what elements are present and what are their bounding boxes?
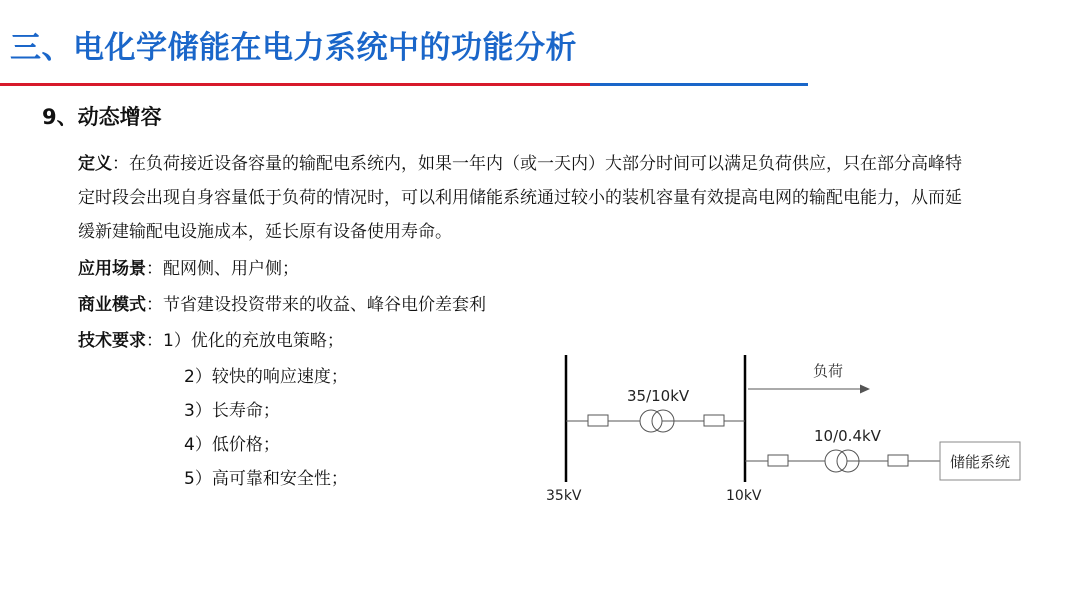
definition-label: 定义 [78,154,112,174]
transformer-10-04-label: 10/0.4kV [814,427,881,445]
bus-35kv-label: 35kV [546,488,582,504]
breaker-4 [888,455,908,466]
bus-10kv-label: 10kV [726,488,762,504]
load-arrow-head [860,385,870,394]
storage-system-label: 储能系统 [949,453,1011,471]
tech-item-4: 4）低价格； [184,435,280,455]
definition-text-1: ：在负荷接近设备容量的输配电系统内，如果一年内（或一天内）大部分时间可以满足负荷供应，只在部分高峰特 [112,154,962,174]
slide-title: 三、电化学储能在电力系统中的功能分析 [10,30,577,66]
tech-colon: ： [146,331,163,351]
scenario-label: 应用场景 [78,259,146,279]
load-label: 负荷 [813,362,844,380]
breaker-2 [704,415,724,426]
breaker-3 [768,455,788,466]
tech-item-3: 3）长寿命； [184,401,280,421]
tech-item-2: 2）较快的响应速度； [184,367,348,387]
section-heading: 9、动态增容 [42,105,162,129]
tech-item-5: 5）高可靠和安全性； [184,469,348,489]
definition-line-2: 定时段会出现自身容量低于负荷的情况时，可以利用储能系统通过较小的装机容量有效提高电网的输配电能力，从而延 [78,188,962,208]
breaker-1 [588,415,608,426]
business-text: ：节省建设投资带来的收益、峰谷电价差套利 [146,295,486,315]
tech-item-1: 1）优化的充放电策略； [163,331,344,351]
business-label: 商业模式 [78,295,146,315]
transformer-35-10-label: 35/10kV [627,387,690,405]
scenario-text: ：配网侧、用户侧； [146,259,299,279]
definition-line-3: 缓新建输配电设施成本，延长原有设备使用寿命。 [78,222,452,242]
tech-label: 技术要求 [78,331,146,351]
